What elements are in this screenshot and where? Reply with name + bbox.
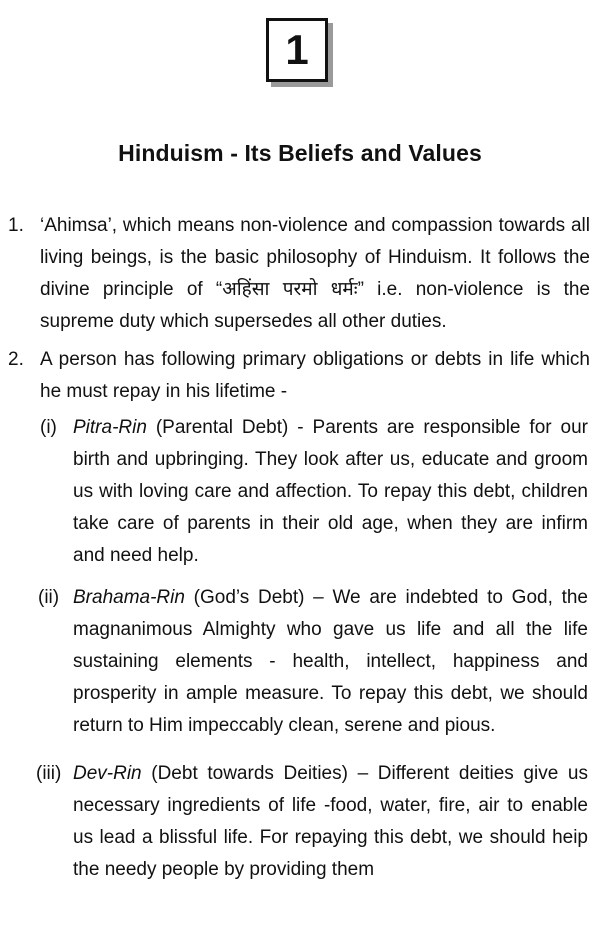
paragraph-text: A person has following primary obligations or debts in life which he must repay in his lifetime -	[40, 349, 590, 402]
chapter-number-box	[266, 18, 328, 82]
debt-term: Dev-Rin	[73, 763, 142, 784]
debt-description: (God’s Debt) – We are indebted to God, the magnanimous Almighty who gave us life and all the life sustaining elements - health, intellect, happiness and prosperity in ample measure. To repay this debt, we should return to Him impeccably clean, serene and pious.	[73, 587, 588, 736]
page-title: Hinduism - Its Beliefs and Values	[118, 140, 482, 166]
list-item-1	[0, 210, 600, 338]
sub-item-pitra-rin	[0, 412, 600, 572]
list-number: 1.	[8, 215, 24, 236]
sub-item-number: (ii)	[38, 587, 60, 608]
debt-description: (Debt towards Deities) – Different deities give us necessary ingredients of life -food, water, fire, air to enable us lead a blissful life. For repaying this debt, we should heip the needy people by providing them	[73, 763, 588, 880]
debt-description: (Parental Debt) - Parents are responsible for our birth and upbringing. They look after us, educate and groom us with loving care and affection. To repay this debt, children take care of parents in their old age, when they are infirm and need help.	[73, 417, 588, 566]
chapter-number: 1	[285, 26, 309, 73]
sub-item-brahama-rin	[0, 582, 600, 742]
debt-term: Brahama-Rin	[73, 587, 185, 608]
sub-item-number: (i)	[40, 417, 57, 438]
paragraph-text: ‘Ahimsa’, which means non-violence and compassion towards all living beings, is the basic philosophy of Hinduism. It follows the divine principle of “अहिंसा परमो धर्मः” i.e. non-violence is the supreme duty which supersedes all other duties.	[40, 215, 590, 332]
sub-item-text	[73, 412, 588, 572]
body-content	[0, 210, 600, 886]
sub-item-number: (iii)	[36, 763, 62, 784]
debt-term: Pitra-Rin	[73, 417, 147, 438]
list-item-2	[0, 344, 600, 886]
sub-item-text	[73, 758, 588, 886]
list-number: 2.	[8, 349, 24, 370]
sub-item-dev-rin	[0, 758, 600, 886]
sub-item-text	[73, 582, 588, 742]
